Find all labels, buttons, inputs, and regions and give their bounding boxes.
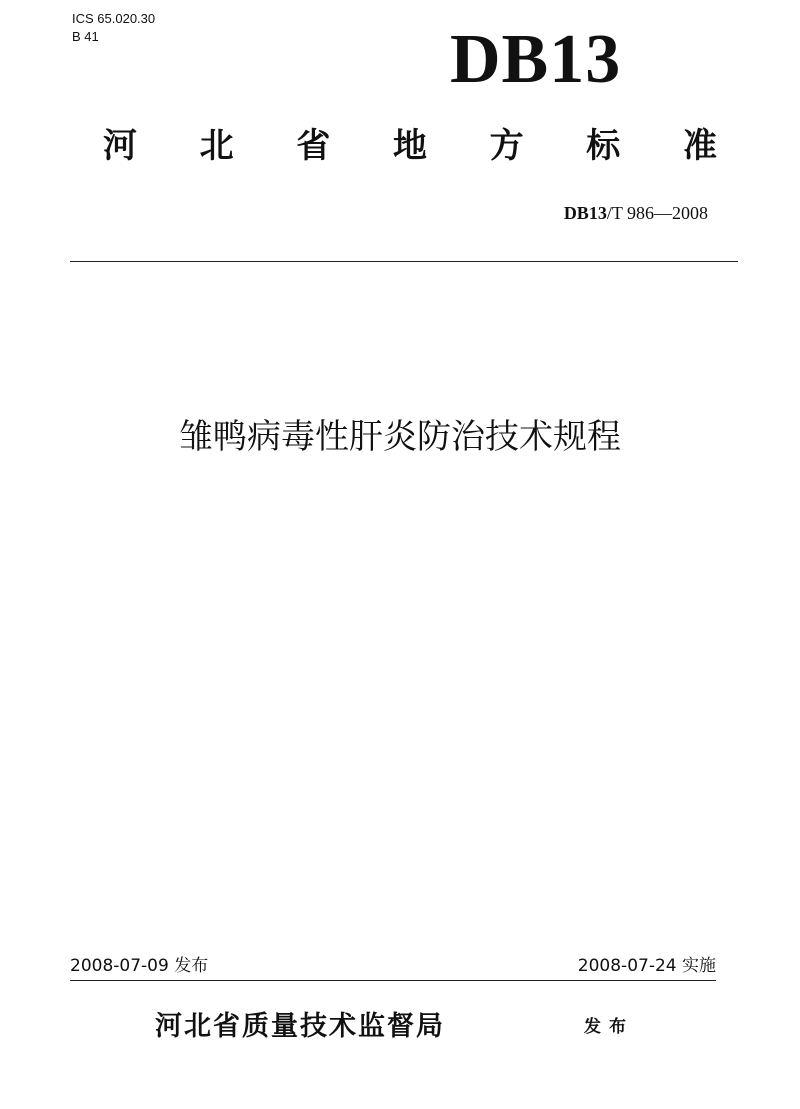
implementation-date: 2008-07-24 实施 [577, 956, 716, 976]
issue-date: 2008-07-09 发布 [70, 956, 209, 976]
header-divider [70, 261, 738, 262]
standard-number-prefix: DB13 [563, 203, 607, 223]
standard-number [564, 202, 708, 224]
standard-number-rest: /T 986—2008 [606, 203, 708, 223]
db13-logo: DB13 [450, 21, 622, 98]
standard-type-char: 省 [296, 126, 331, 166]
issuing-authority: 河北省质量技术监督局 [155, 1011, 445, 1042]
standard-type-char: 地 [392, 126, 427, 166]
document-title: 雏鸭病毒性肝炎防治技术规程 [179, 417, 621, 457]
standard-type-char: 方 [489, 126, 524, 166]
classification-codes [72, 10, 155, 46]
standard-type-char: 河 [103, 126, 137, 166]
standard-type-char: 标 [586, 126, 621, 166]
standard-type-title [100, 124, 720, 168]
ccs-code: B 41 [72, 29, 99, 44]
issue-label: 发布 [584, 1017, 634, 1037]
standard-type-char: 准 [682, 126, 717, 166]
ics-code: ICS 65.020.30 [72, 11, 156, 26]
standard-type-char: 北 [199, 126, 234, 166]
footer-divider [70, 980, 716, 981]
